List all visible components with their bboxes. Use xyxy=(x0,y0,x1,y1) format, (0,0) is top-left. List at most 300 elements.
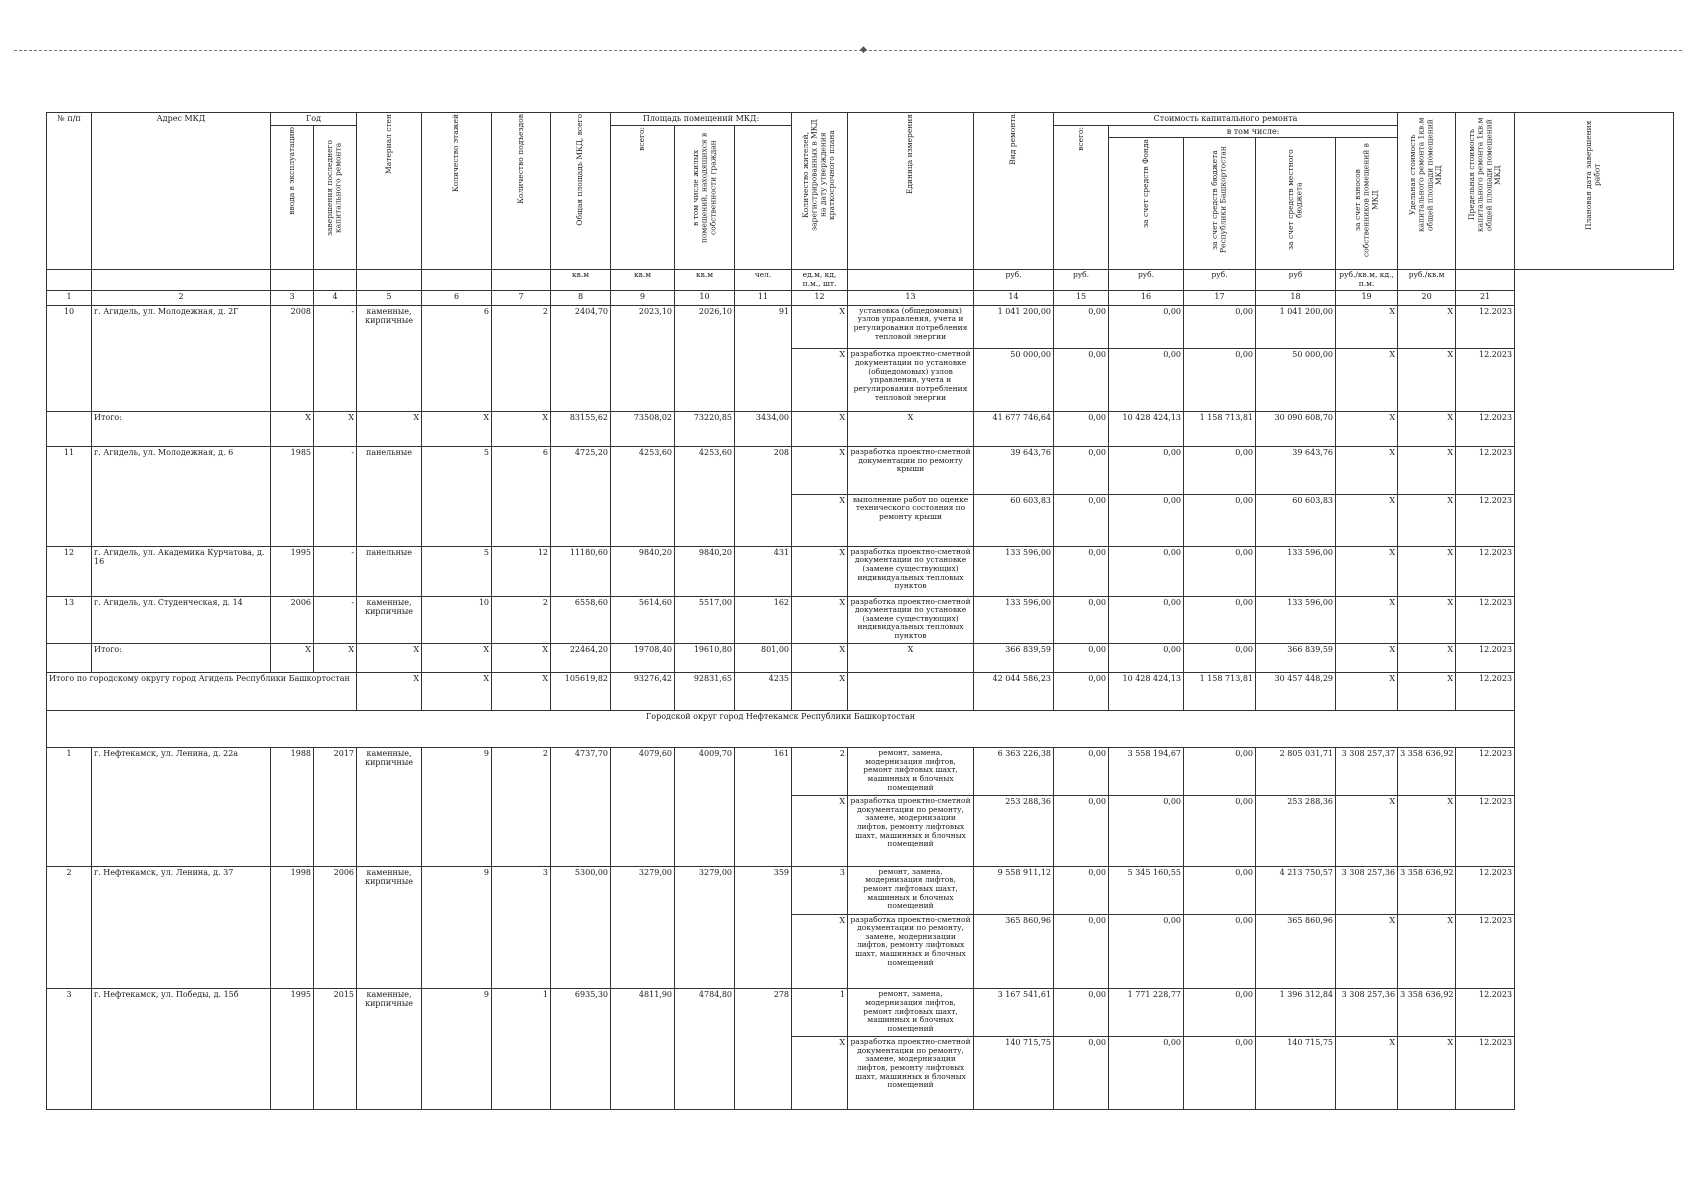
col-number: 4 xyxy=(314,291,357,306)
row-work: ремонт, замена, модернизация лифтов, ремонт лифтовых шахт, машинных и блочных помещений xyxy=(848,748,974,796)
district-total-row xyxy=(47,673,1674,710)
row-last-repair: - xyxy=(314,305,357,411)
subtotal-owners: 30 090 608,70 xyxy=(1256,411,1336,446)
col-number: 17 xyxy=(1184,291,1256,306)
row-spec: X xyxy=(1336,914,1398,989)
row-cost: 3 167 541,61 xyxy=(974,989,1054,1037)
col-number: 14 xyxy=(974,291,1054,306)
row-owned: 4253,60 xyxy=(675,447,735,547)
row-area: 9840,20 xyxy=(611,546,675,596)
row-unit: X xyxy=(792,796,848,867)
row-republic: 1 771 228,77 xyxy=(1109,989,1184,1037)
hdr-max-cost: Предельная стоимость капитального ремонта 1кв.м общей площади помещений МКД xyxy=(1466,117,1502,233)
subtotal-fund: 0,00 xyxy=(1054,644,1109,673)
unit-owned: кв.м xyxy=(675,270,735,291)
row-owned: 5517,00 xyxy=(675,596,735,644)
row-republic: 0,00 xyxy=(1109,596,1184,644)
row-republic: 0,00 xyxy=(1109,546,1184,596)
row-owned: 9840,20 xyxy=(675,546,735,596)
row-fund: 0,00 xyxy=(1054,596,1109,644)
subtotal-spec: X xyxy=(1336,411,1398,446)
hdr-work-type: Вид ремонта xyxy=(1008,114,1018,165)
row-local: 0,00 xyxy=(1184,796,1256,867)
subtotal-entrances: X xyxy=(492,411,551,446)
row-area: 5614,60 xyxy=(611,596,675,644)
row-max: X xyxy=(1398,305,1456,349)
row-fund: 0,00 xyxy=(1054,349,1109,411)
col-number: 16 xyxy=(1109,291,1184,306)
row-work: ремонт, замена, модернизация лифтов, ремонт лифтовых шахт, машинных и блочных помещений xyxy=(848,866,974,914)
row-cost: 50 000,00 xyxy=(974,349,1054,411)
row-wall: панельные xyxy=(357,447,422,547)
row-date: 12.2023 xyxy=(1456,546,1515,596)
row-work: разработка проектно-сметной документации по установке (общедомовых) узлов управления, учета и регулирования потребления тепловой энергии xyxy=(848,349,974,411)
subtotal-unit: X xyxy=(792,644,848,673)
row-fund: 0,00 xyxy=(1054,447,1109,495)
col-number: 2 xyxy=(92,291,271,306)
row-republic: 0,00 xyxy=(1109,305,1184,349)
row-cost: 9 558 911,12 xyxy=(974,866,1054,914)
row-total-area: 4725,20 xyxy=(551,447,611,547)
district-cost: 42 044 586,23 xyxy=(974,673,1054,710)
row-owned: 4009,70 xyxy=(675,748,735,866)
row-spec: X xyxy=(1336,596,1398,644)
row-wall: каменные, кирпичные xyxy=(357,748,422,866)
row-spec: X xyxy=(1336,349,1398,411)
row-cost: 253 288,36 xyxy=(974,796,1054,867)
row-people: 359 xyxy=(735,866,792,989)
row-address: г. Агидель, ул. Студенческая, д. 14 xyxy=(92,596,271,644)
hdr-cost-republic: за счет средств бюджета Республики Башкортостан xyxy=(1209,146,1228,254)
unit-spec: руб./кв.м, кд., п.м. xyxy=(1336,270,1398,291)
subtotal-republic: 0,00 xyxy=(1109,644,1184,673)
hdr-year-commission: ввода в эксплуатацию xyxy=(286,126,296,215)
table-row xyxy=(47,989,1674,1037)
row-fund: 0,00 xyxy=(1054,796,1109,867)
row-unit: X xyxy=(792,447,848,495)
row-num: 12 xyxy=(47,546,92,596)
district-spec: X xyxy=(1336,673,1398,710)
row-local: 0,00 xyxy=(1184,914,1256,989)
hdr-residents: Количество жителей, зарегистрированных в МКД на дату утверждения краткосрочного плана xyxy=(801,119,837,231)
row-local: 0,00 xyxy=(1184,546,1256,596)
hdr-year-group: Год xyxy=(271,113,357,126)
row-wall: каменные, кирпичные xyxy=(357,305,422,411)
table-row xyxy=(47,447,1674,495)
row-spec: X xyxy=(1336,546,1398,596)
row-year: 1995 xyxy=(271,546,314,596)
row-total-area: 6558,60 xyxy=(551,596,611,644)
row-cost: 365 860,96 xyxy=(974,914,1054,989)
row-entrances: 12 xyxy=(492,546,551,596)
unit-area: кв.м xyxy=(611,270,675,291)
col-number: 3 xyxy=(271,291,314,306)
hdr-incl: в том числе: xyxy=(1109,125,1398,138)
row-area: 2023,10 xyxy=(611,305,675,411)
row-republic: 0,00 xyxy=(1109,1037,1184,1110)
row-year: 2008 xyxy=(271,305,314,411)
subtotal-work: X xyxy=(848,411,974,446)
subtotal-wall: X xyxy=(357,411,422,446)
row-work: разработка проектно-сметной документации по ремонту, замене, модернизации лифтов, ремонту лифтовых шахт, машинных и блочных помещений xyxy=(848,914,974,989)
subtotal-date: 12.2023 xyxy=(1456,411,1515,446)
district-total-entrances: X xyxy=(492,673,551,710)
row-max: X xyxy=(1398,447,1456,495)
row-fund: 0,00 xyxy=(1054,546,1109,596)
row-cost: 60 603,83 xyxy=(974,494,1054,546)
row-owners: 39 643,76 xyxy=(1256,447,1336,495)
hdr-area-total: всего: xyxy=(637,126,647,151)
row-area: 4079,60 xyxy=(611,748,675,866)
row-total-area: 2404,70 xyxy=(551,305,611,411)
row-total-area: 11180,60 xyxy=(551,546,611,596)
subtotal-people: 801,00 xyxy=(735,644,792,673)
row-spec: X xyxy=(1336,305,1398,349)
col-number: 18 xyxy=(1256,291,1336,306)
row-republic: 0,00 xyxy=(1109,494,1184,546)
row-owners: 133 596,00 xyxy=(1256,546,1336,596)
row-floors: 10 xyxy=(422,596,492,644)
subtotal-wall: X xyxy=(357,644,422,673)
repair-plan-sheet xyxy=(46,112,1674,1110)
row-republic: 5 345 160,55 xyxy=(1109,866,1184,914)
row-unit: X xyxy=(792,596,848,644)
row-spec: 3 308 257,36 xyxy=(1336,866,1398,914)
row-num: 1 xyxy=(47,748,92,866)
hdr-unit-measure: Единица измерения xyxy=(905,114,915,195)
subtotal-spec: X xyxy=(1336,644,1398,673)
subtotal-last: X xyxy=(314,644,357,673)
row-max: X xyxy=(1398,1037,1456,1110)
row-cost: 133 596,00 xyxy=(974,546,1054,596)
row-unit: 1 xyxy=(792,989,848,1037)
col-number: 11 xyxy=(735,291,792,306)
district-owners: 30 457 448,29 xyxy=(1256,673,1336,710)
subtotal-entrances: X xyxy=(492,644,551,673)
row-date: 12.2023 xyxy=(1456,349,1515,411)
subtotal-year: X xyxy=(271,644,314,673)
row-area: 4253,60 xyxy=(611,447,675,547)
table-row xyxy=(47,305,1674,349)
row-date: 12.2023 xyxy=(1456,494,1515,546)
row-unit: 2 xyxy=(792,748,848,796)
subtotal-area: 19708,40 xyxy=(611,644,675,673)
hdr-cost-group: Стоимость капитального ремонта xyxy=(1054,113,1398,126)
row-wall: каменные, кирпичные xyxy=(357,596,422,644)
row-people: 161 xyxy=(735,748,792,866)
unit-owners: руб xyxy=(1256,270,1336,291)
row-republic: 0,00 xyxy=(1109,796,1184,867)
row-area: 4811,90 xyxy=(611,989,675,1110)
row-owners: 253 288,36 xyxy=(1256,796,1336,867)
row-unit: X xyxy=(792,494,848,546)
district-max: X xyxy=(1398,673,1456,710)
col-number: 21 xyxy=(1456,291,1515,306)
unit-max: руб./кв.м xyxy=(1398,270,1456,291)
col-number: 1 xyxy=(47,291,92,306)
col-number: 5 xyxy=(357,291,422,306)
subtotal-owners: 366 839,59 xyxy=(1256,644,1336,673)
row-wall: каменные, кирпичные xyxy=(357,866,422,989)
row-owners: 140 715,75 xyxy=(1256,1037,1336,1110)
row-local: 0,00 xyxy=(1184,447,1256,495)
row-work: разработка проектно-сметной документации по установке (замене существующих) индивидуальных тепловых пунктов xyxy=(848,596,974,644)
row-work: установка (общедомовых) узлов управления, учета и регулирования потребления тепловой энергии xyxy=(848,305,974,349)
row-max: 3 358 636,92 xyxy=(1398,748,1456,796)
subtotal-label: Итого: xyxy=(92,411,271,446)
row-fund: 0,00 xyxy=(1054,305,1109,349)
row-owners: 1 396 312,84 xyxy=(1256,989,1336,1037)
row-max: X xyxy=(1398,494,1456,546)
row-date: 12.2023 xyxy=(1456,305,1515,349)
row-local: 0,00 xyxy=(1184,866,1256,914)
row-republic: 3 558 194,67 xyxy=(1109,748,1184,796)
row-people: 278 xyxy=(735,989,792,1110)
row-total-area: 6935,30 xyxy=(551,989,611,1110)
row-cost: 39 643,76 xyxy=(974,447,1054,495)
col-number: 8 xyxy=(551,291,611,306)
col-number: 12 xyxy=(792,291,848,306)
row-num: 13 xyxy=(47,596,92,644)
row-republic: 0,00 xyxy=(1109,349,1184,411)
row-date: 12.2023 xyxy=(1456,866,1515,914)
row-owners: 1 041 200,00 xyxy=(1256,305,1336,349)
row-year: 1998 xyxy=(271,866,314,989)
row-address: г. Агидель, ул. Молодежная, д. 6 xyxy=(92,447,271,547)
hdr-floors: Количество этажей xyxy=(451,114,461,193)
col-number: 10 xyxy=(675,291,735,306)
row-work: разработка проектно-сметной документации по установке (замене существующих) индивидуальных тепловых пунктов xyxy=(848,546,974,596)
row-owners: 4 213 750,57 xyxy=(1256,866,1336,914)
district-total-label: Итого по городскому округу город Агидель Республики Башкортостан xyxy=(47,673,357,710)
row-owners: 365 860,96 xyxy=(1256,914,1336,989)
row-year: 2006 xyxy=(271,596,314,644)
col-number: 15 xyxy=(1054,291,1109,306)
hdr-total-area: Общая площадь МКД, всего xyxy=(575,114,585,226)
row-date: 12.2023 xyxy=(1456,1037,1515,1110)
row-entrances: 6 xyxy=(492,447,551,547)
subtotal-year: X xyxy=(271,411,314,446)
row-total-area: 5300,00 xyxy=(551,866,611,989)
col-number: 19 xyxy=(1336,291,1398,306)
row-address: г. Агидель, ул. Молодежная, д. 2Г xyxy=(92,305,271,411)
row-people: 208 xyxy=(735,447,792,547)
row-owned: 2026,10 xyxy=(675,305,735,411)
row-floors: 6 xyxy=(422,305,492,411)
subtotal-area: 73508,02 xyxy=(611,411,675,446)
row-local: 0,00 xyxy=(1184,989,1256,1037)
district-total-floors: X xyxy=(422,673,492,710)
row-people: 91 xyxy=(735,305,792,411)
row-fund: 0,00 xyxy=(1054,866,1109,914)
row-unit: X xyxy=(792,914,848,989)
hdr-deadline: Плановая дата завершения работ xyxy=(1584,120,1603,230)
row-owners: 133 596,00 xyxy=(1256,596,1336,644)
subtotal-last: X xyxy=(314,411,357,446)
col-number: 7 xyxy=(492,291,551,306)
subtotal-local: 0,00 xyxy=(1184,644,1256,673)
col-number: 9 xyxy=(611,291,675,306)
hdr-cost-owners: за счет взносов собственников помещений в МКД xyxy=(1352,143,1379,258)
row-republic: 0,00 xyxy=(1109,447,1184,495)
row-num: 3 xyxy=(47,989,92,1110)
district-date: 12.2023 xyxy=(1456,673,1515,710)
hdr-address: Адрес МКД xyxy=(92,113,271,270)
district-unit: X xyxy=(792,673,848,710)
hdr-num: № п/п xyxy=(47,113,92,270)
row-last-repair: 2017 xyxy=(314,748,357,866)
col-number: 6 xyxy=(422,291,492,306)
row-last-repair: - xyxy=(314,596,357,644)
unit-cost: руб. xyxy=(974,270,1054,291)
unit-measure: ед.м, кд, п.м., шт. xyxy=(792,270,848,291)
hdr-entrances: Количество подъездов xyxy=(515,114,525,204)
row-date: 12.2023 xyxy=(1456,796,1515,867)
table-row xyxy=(47,866,1674,914)
row-people: 162 xyxy=(735,596,792,644)
row-unit: X xyxy=(792,305,848,349)
table-row xyxy=(47,546,1674,596)
row-max: X xyxy=(1398,546,1456,596)
row-spec: 3 308 257,36 xyxy=(1336,989,1398,1037)
row-floors: 5 xyxy=(422,447,492,547)
row-floors: 9 xyxy=(422,866,492,989)
hdr-area-owned: в том числе жилых помещений, находящихся в собственности граждан xyxy=(690,132,717,243)
subtotal-work: X xyxy=(848,644,974,673)
row-local: 0,00 xyxy=(1184,349,1256,411)
hdr-wall-material: Материал стен xyxy=(383,114,393,174)
row-fund: 0,00 xyxy=(1054,748,1109,796)
row-local: 0,00 xyxy=(1184,494,1256,546)
subtotal-label: Итого: xyxy=(92,644,271,673)
unit-people: чел. xyxy=(735,270,792,291)
unit-total-area: кв.м xyxy=(551,270,611,291)
subtotal-local: 1 158 713,81 xyxy=(1184,411,1256,446)
row-date: 12.2023 xyxy=(1456,989,1515,1037)
row-year: 1988 xyxy=(271,748,314,866)
row-work: разработка проектно-сметной документации по ремонту, замене, модернизации лифтов, ремонту лифтовых шахт, машинных и блочных помещений xyxy=(848,1037,974,1110)
row-wall: каменные, кирпичные xyxy=(357,989,422,1110)
subtotal-max: X xyxy=(1398,644,1456,673)
row-entrances: 2 xyxy=(492,596,551,644)
subtotal-max: X xyxy=(1398,411,1456,446)
row-last-repair: - xyxy=(314,447,357,547)
subtotal-floors: X xyxy=(422,644,492,673)
row-local: 0,00 xyxy=(1184,748,1256,796)
district-local: 1 158 713,81 xyxy=(1184,673,1256,710)
row-max: X xyxy=(1398,796,1456,867)
row-unit: X xyxy=(792,546,848,596)
row-address: г. Нефтекамск, ул. Победы, д. 15б xyxy=(92,989,271,1110)
col-number: 20 xyxy=(1398,291,1456,306)
row-floors: 9 xyxy=(422,989,492,1110)
row-floors: 9 xyxy=(422,748,492,866)
unit-local: руб. xyxy=(1184,270,1256,291)
row-num: 2 xyxy=(47,866,92,989)
subtotal-cost: 41 677 746,64 xyxy=(974,411,1054,446)
row-unit: 3 xyxy=(792,866,848,914)
row-republic: 0,00 xyxy=(1109,914,1184,989)
row-spec: X xyxy=(1336,796,1398,867)
subtotal-floors: X xyxy=(422,411,492,446)
row-fund: 0,00 xyxy=(1054,989,1109,1037)
row-work: разработка проектно-сметной документации по ремонту крыши xyxy=(848,447,974,495)
row-spec: X xyxy=(1336,494,1398,546)
subtotal-cost: 366 839,59 xyxy=(974,644,1054,673)
district-people: 4235 xyxy=(735,673,792,710)
row-date: 12.2023 xyxy=(1456,748,1515,796)
row-spec: X xyxy=(1336,1037,1398,1110)
row-entrances: 1 xyxy=(492,989,551,1110)
top-separator-line xyxy=(14,45,1682,55)
subtotal-date: 12.2023 xyxy=(1456,644,1515,673)
row-spec: X xyxy=(1336,447,1398,495)
row-local: 0,00 xyxy=(1184,305,1256,349)
row-cost: 140 715,75 xyxy=(974,1037,1054,1110)
row-last-repair: - xyxy=(314,546,357,596)
row-owners: 2 805 031,71 xyxy=(1256,748,1336,796)
unit-fund: руб. xyxy=(1054,270,1109,291)
hdr-cost-local: за счет средств местного бюджета xyxy=(1285,149,1304,251)
repair-plan-table xyxy=(46,112,1674,1110)
subtotal-owned: 73220,85 xyxy=(675,411,735,446)
separator-mark-icon: ◆ xyxy=(860,45,867,55)
row-address: г. Нефтекамск, ул. Ленина, д. 37 xyxy=(92,866,271,989)
row-date: 12.2023 xyxy=(1456,596,1515,644)
hdr-area-group: Площадь помещений МКД: xyxy=(611,113,792,126)
row-work: ремонт, замена, модернизация лифтов, ремонт лифтовых шахт, машинных и блочных помещений xyxy=(848,989,974,1037)
row-address: г. Нефтекамск, ул. Ленина, д. 22а xyxy=(92,748,271,866)
section-heading: Городской округ город Нефтекамск Республики Башкортостан xyxy=(47,710,1515,747)
row-unit: X xyxy=(792,349,848,411)
row-unit: X xyxy=(792,1037,848,1110)
district-owned: 92831,65 xyxy=(675,673,735,710)
row-wall: панельные xyxy=(357,546,422,596)
subtotal-republic: 10 428 424,13 xyxy=(1109,411,1184,446)
table-row xyxy=(47,596,1674,644)
row-fund: 0,00 xyxy=(1054,1037,1109,1110)
subtotal-fund: 0,00 xyxy=(1054,411,1109,446)
subtotal-total-area: 22464,20 xyxy=(551,644,611,673)
row-owners: 50 000,00 xyxy=(1256,349,1336,411)
row-date: 12.2023 xyxy=(1456,914,1515,989)
row-last-repair: 2006 xyxy=(314,866,357,989)
row-max: X xyxy=(1398,914,1456,989)
row-local: 0,00 xyxy=(1184,1037,1256,1110)
row-people: 431 xyxy=(735,546,792,596)
row-last-repair: 2015 xyxy=(314,989,357,1110)
table-row xyxy=(47,748,1674,796)
row-area: 3279,00 xyxy=(611,866,675,989)
subtotal-total-area: 83155,62 xyxy=(551,411,611,446)
hdr-specific-cost: Удельная стоимость капитального ремонта 1кв.м общей площади помещений МКД xyxy=(1408,117,1444,233)
row-max: X xyxy=(1398,349,1456,411)
row-num: 11 xyxy=(47,447,92,547)
row-year: 1985 xyxy=(271,447,314,547)
row-local: 0,00 xyxy=(1184,596,1256,644)
district-total-area: 105619,82 xyxy=(551,673,611,710)
row-entrances: 3 xyxy=(492,866,551,989)
row-date: 12.2023 xyxy=(1456,447,1515,495)
row-fund: 0,00 xyxy=(1054,494,1109,546)
hdr-cost-fund: за счет средств Фонда xyxy=(1140,139,1150,229)
row-cost: 1 041 200,00 xyxy=(974,305,1054,349)
subtotal-owned: 19610,80 xyxy=(675,644,735,673)
row-max: X xyxy=(1398,596,1456,644)
row-floors: 5 xyxy=(422,546,492,596)
subtotal-row xyxy=(47,644,1674,673)
row-cost: 6 363 226,38 xyxy=(974,748,1054,796)
